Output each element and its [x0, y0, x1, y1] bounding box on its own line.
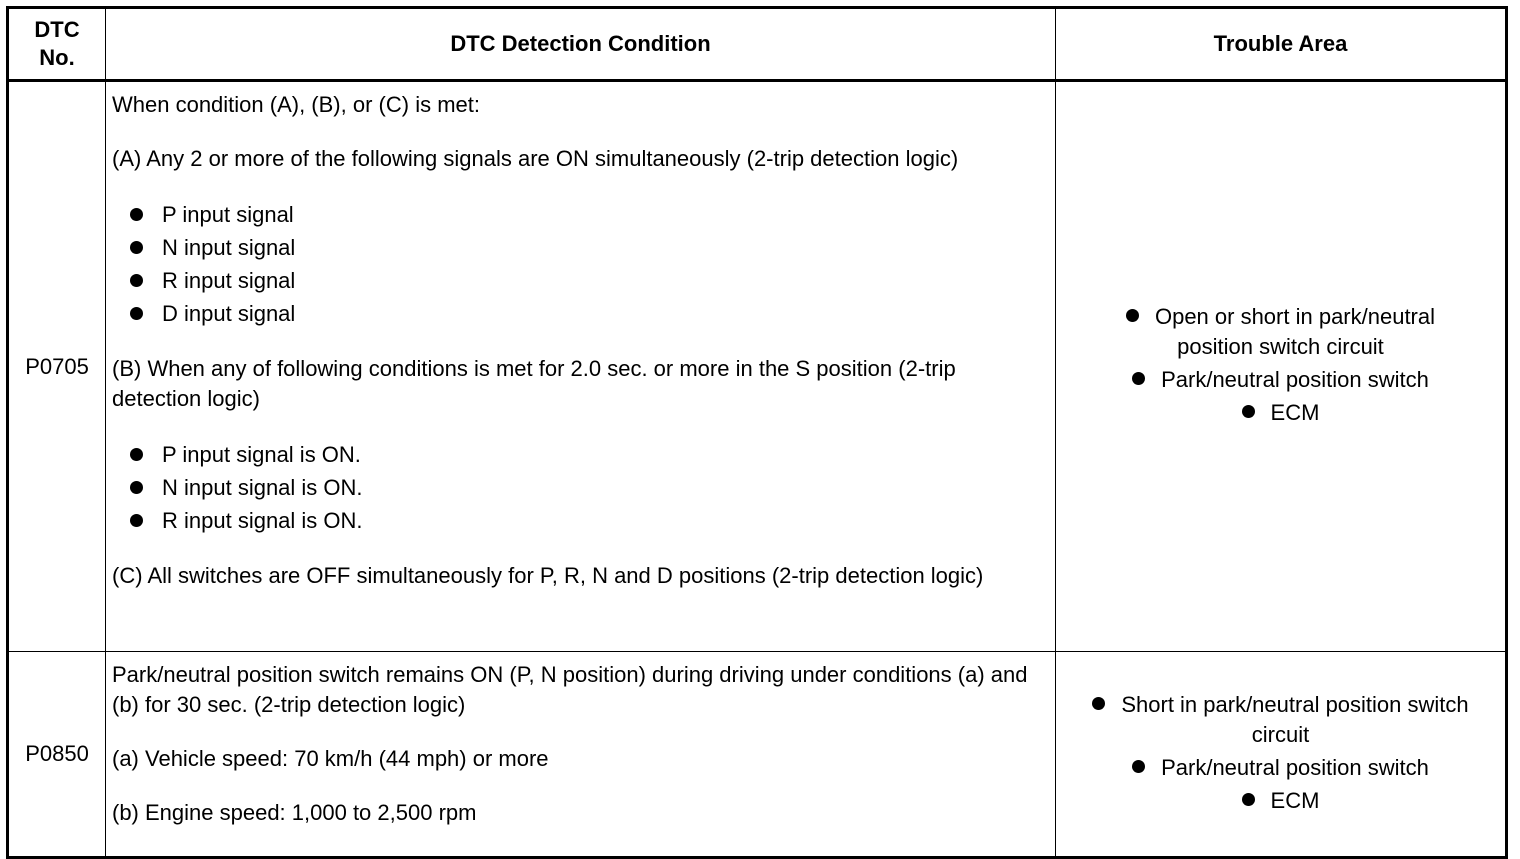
dtc-code: P0850 [8, 652, 106, 858]
list-item [128, 231, 1049, 264]
condition-intro: When condition (A), (B), or (C) is met: [112, 92, 480, 117]
bullet-icon [130, 208, 143, 221]
trouble-area-list [1056, 302, 1505, 428]
list-item [128, 264, 1049, 297]
list-item-text: Short in park/neutral position switch circuit [1121, 691, 1469, 747]
list-item-text: Park/neutral position switch [1161, 754, 1429, 780]
bullet-icon [1132, 372, 1145, 385]
bullet-icon [130, 307, 143, 320]
list-item-text: N input signal [162, 235, 296, 260]
list-item-text: Park/neutral position switch [1161, 367, 1429, 392]
trouble-area [1056, 81, 1507, 652]
detection-condition [106, 652, 1056, 858]
bullet-icon [1242, 405, 1255, 418]
dtc-table [6, 6, 1508, 859]
bullet-icon [130, 274, 143, 287]
header-dtc-no [8, 8, 106, 81]
bullet-icon [1092, 697, 1105, 710]
list-item-text: P input signal [162, 202, 294, 227]
header-row [8, 8, 1507, 81]
detection-condition [106, 81, 1056, 652]
list-item [128, 297, 1049, 330]
list-item [1056, 690, 1505, 750]
list-item [1056, 398, 1505, 428]
header-trouble-area: Trouble Area [1056, 8, 1507, 81]
condition-a: (A) Any 2 or more of the following signals are ON simultaneously (2-trip detection logic) [112, 146, 959, 171]
list-item [1056, 302, 1505, 362]
list-item-text: N input signal is ON. [162, 475, 363, 500]
table-row [8, 652, 1507, 858]
condition-intro: Park/neutral position switch remains ON (P, N position) during driving under conditions (a) and (b) for 30 sec. (2-trip detection logic) [112, 662, 1028, 717]
list-item-text: ECM [1270, 787, 1320, 813]
table-row [8, 81, 1507, 652]
dtc-code: P0705 [8, 81, 106, 652]
list-item [128, 504, 1049, 537]
bullet-icon [1126, 309, 1139, 322]
list-item-text: ECM [1270, 400, 1320, 425]
list-item-text: R input signal is ON. [162, 508, 363, 533]
bullet-icon [130, 514, 143, 527]
condition-b: (B) When any of following conditions is met for 2.0 sec. or more in the S position (2-trip detection logic) [112, 356, 956, 411]
list-item [128, 471, 1049, 504]
list-item [128, 438, 1049, 471]
header-dtc-no-label: DTC No. [34, 17, 80, 70]
trouble-area [1056, 652, 1507, 858]
list-item [1056, 786, 1505, 816]
list-item [1056, 365, 1505, 395]
header-condition: DTC Detection Condition [106, 8, 1056, 81]
condition-b-list [128, 438, 1049, 537]
list-item-text: Open or short in park/neutral position switch circuit [1154, 304, 1436, 359]
bullet-icon [130, 241, 143, 254]
bullet-icon [130, 481, 143, 494]
list-item-text: D input signal [162, 301, 296, 326]
list-item [1056, 753, 1505, 783]
bullet-icon [1132, 760, 1145, 773]
bullet-icon [130, 448, 143, 461]
condition-a: (a) Vehicle speed: 70 km/h (44 mph) or more [112, 746, 549, 771]
bullet-icon [1242, 793, 1255, 806]
condition-c: (C) All switches are OFF simultaneously for P, R, N and D positions (2-trip detection logic) [112, 563, 984, 588]
list-item [128, 198, 1049, 231]
trouble-area-list [1056, 690, 1505, 816]
list-item-text: R input signal [162, 268, 296, 293]
condition-b: (b) Engine speed: 1,000 to 2,500 rpm [112, 800, 477, 825]
list-item-text: P input signal is ON. [162, 442, 361, 467]
condition-a-list [128, 198, 1049, 330]
